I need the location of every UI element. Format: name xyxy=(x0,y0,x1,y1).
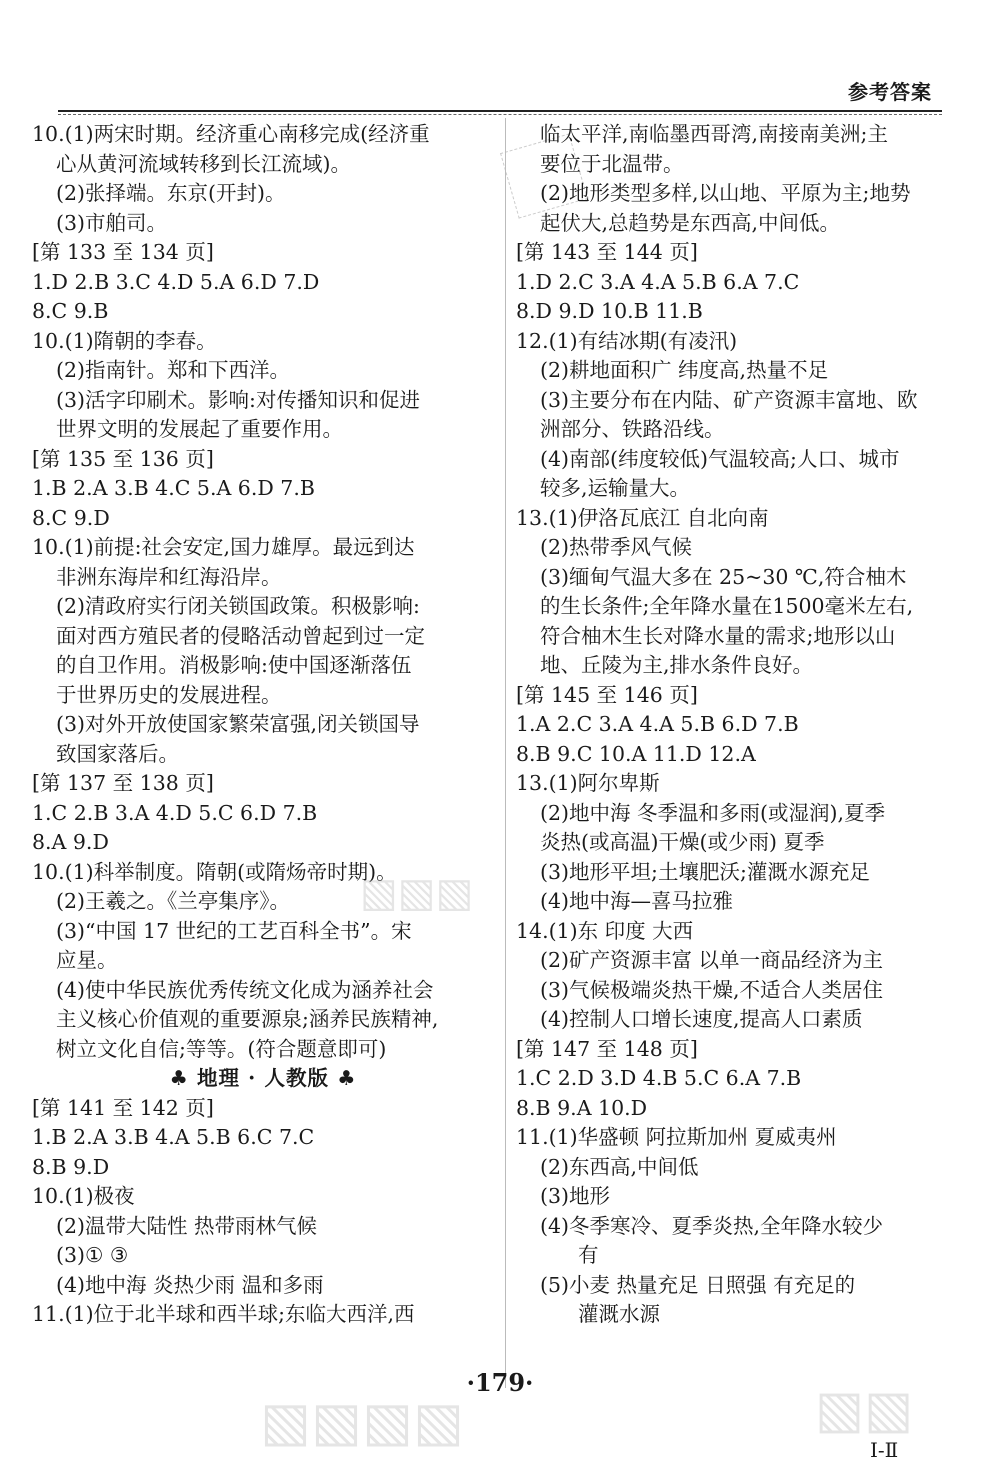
answer-line: 的生长条件;全年降水量在1500毫米左右, xyxy=(540,594,914,618)
answer-line: 13.(1)伊洛瓦底江 自北向南 xyxy=(516,505,769,530)
watermark-mid: ▧▧▧ xyxy=(360,870,474,916)
answer-line: 10.(1)隋朝的李春。 xyxy=(32,328,217,353)
answer-line: [第 133 至 134 页] xyxy=(32,240,214,264)
answer-line: 面对西方殖民者的侵略活动曾起到过一定 xyxy=(56,623,425,648)
page-header xyxy=(58,70,942,110)
answer-line: 符合柚木生长对降水量的需求;地形以山 xyxy=(540,623,896,648)
answer-line: 主义核心价值观的重要源泉;涵养民族精神, xyxy=(56,1007,439,1031)
answer-line: [第 141 至 142 页] xyxy=(32,1095,214,1120)
header-title: 参考答案 xyxy=(848,80,932,104)
answer-line: 10.(1)两宋时期。经济重心南移完成(经济重 xyxy=(32,122,430,146)
answer-line: 14.(1)东 印度 大西 xyxy=(516,918,694,943)
answer-line: 1.D 2.C 3.A 4.A 5.B 6.A 7.C xyxy=(516,269,800,294)
footer-mark: Ⅰ-Ⅱ xyxy=(870,1438,899,1462)
answer-line: 11.(1)华盛顿 阿拉斯加州 夏威夷州 xyxy=(516,1125,837,1149)
answer-line: (4)控制人口增长速度,提高人口素质 xyxy=(540,1007,863,1031)
answer-line: (2)地中海 冬季温和多雨(或湿润),夏季 xyxy=(540,800,886,825)
answer-line: 8.B 9.C 10.A 11.D 12.A xyxy=(516,741,756,766)
answer-line: [第 147 至 148 页] xyxy=(516,1036,698,1061)
answer-line: 于世界历史的发展进程。 xyxy=(56,682,282,707)
answer-line: 灌溉水源 xyxy=(578,1302,660,1326)
answer-line: (5)小麦 热量充足 日照强 有充足的 xyxy=(540,1272,856,1297)
answer-line: (2)热带季风气候 xyxy=(540,535,693,559)
answer-line: 10.(1)科举制度。隋朝(或隋炀帝时期)。 xyxy=(32,859,397,884)
answer-line: 10.(1)极夜 xyxy=(32,1184,135,1208)
answer-line: 有 xyxy=(578,1243,599,1267)
page-number: ·179· xyxy=(466,1368,534,1397)
answer-line: (2)矿产资源丰富 以单一商品经济为主 xyxy=(540,948,884,972)
answer-line: (3)① ③ xyxy=(56,1243,129,1267)
answer-line: [第 135 至 136 页] xyxy=(32,446,214,471)
answer-line: (3)市舶司。 xyxy=(56,210,168,235)
answer-line: 1.C 2.B 3.A 4.D 5.C 6.D 7.B xyxy=(32,800,318,825)
answer-line: (2)王羲之。《兰亭集序》。 xyxy=(56,889,291,913)
answer-line: (3)主要分布在内陆、矿产资源丰富地、欧 xyxy=(540,387,918,412)
answer-line: (4)地中海—喜马拉雅 xyxy=(540,889,734,913)
answer-line: [第 143 至 144 页] xyxy=(516,240,698,264)
answer-line: (3)缅甸气温大多在 25~30 ℃,符合柚木 xyxy=(540,564,907,589)
answer-line: 13.(1)阿尔卑斯 xyxy=(516,771,660,795)
answer-line: 炎热(或高温)干燥(或少雨) 夏季 xyxy=(540,830,825,854)
answer-line: (4)地中海 炎热少雨 温和多雨 xyxy=(56,1272,324,1297)
answer-line: [第 137 至 138 页] xyxy=(32,771,214,795)
answer-line: (4)使中华民族优秀传统文化成为涵养社会 xyxy=(56,977,434,1002)
answer-line: 1.C 2.D 3.D 4.B 5.C 6.A 7.B xyxy=(516,1066,802,1090)
answer-line: 较多,运输量大。 xyxy=(540,476,691,500)
answer-line: (3)对外开放使国家繁荣富强,闭关锁国导 xyxy=(56,712,420,736)
answer-line: (2)地形类型多样,以山地、平原为主;地势 xyxy=(540,181,911,205)
answer-line: 树立文化自信;等等。(符合题意即可) xyxy=(56,1036,387,1061)
answer-line: 世界文明的发展起了重要作用。 xyxy=(56,417,343,441)
left-column xyxy=(32,120,494,1330)
answer-line: (4)冬季寒冷、夏季炎热,全年降水较少 xyxy=(540,1213,884,1238)
header-rule-dashed xyxy=(58,114,942,115)
answer-line: 10.(1)前提:社会安定,国力雄厚。最远到达 xyxy=(32,535,415,559)
answer-line: 要位于北温带。 xyxy=(540,151,684,176)
right-column xyxy=(516,120,968,1330)
answer-line: (2)耕地面积广 纬度高,热量不足 xyxy=(540,358,829,382)
column-divider xyxy=(505,118,506,1388)
watermark-right: ▧▧ xyxy=(815,1380,914,1440)
answer-line: 12.(1)有结冰期(有凌汛) xyxy=(516,328,738,353)
answer-line: 1.B 2.A 3.B 4.A 5.B 6.C 7.C xyxy=(32,1125,315,1149)
answer-line: 的自卫作用。消极影响:使中国逐渐落伍 xyxy=(56,653,412,677)
answer-line: (2)张择端。东京(开封)。 xyxy=(56,181,286,205)
answer-line: 8.A 9.D xyxy=(32,830,109,854)
answer-line: 洲部分、铁路沿线。 xyxy=(540,417,725,441)
answer-line: 1.D 2.B 3.C 4.D 5.A 6.D 7.D xyxy=(32,269,320,294)
answer-line: 11.(1)位于北半球和西半球;东临大西洋,西 xyxy=(32,1302,415,1326)
answer-line: 8.D 9.D 10.B 11.B xyxy=(516,299,703,323)
watermark-left: ▧▧▧▧ xyxy=(260,1390,465,1453)
answer-line: (2)清政府实行闭关锁国政策。积极影响: xyxy=(56,594,420,618)
answer-line: 应星。 xyxy=(56,948,118,972)
answer-line: 心从黄河流域转移到长江流域)。 xyxy=(56,151,351,176)
section-heading: ♣ 地理 · 人教版 ♣ xyxy=(169,1066,357,1090)
answer-line: (4)南部(纬度较低)气温较高;人口、城市 xyxy=(540,446,900,471)
answer-line: (3)“中国 17 世纪的工艺百科全书”。宋 xyxy=(56,918,412,943)
answer-line: (3)地形平坦;土壤肥沃;灌溉水源充足 xyxy=(540,859,870,884)
answer-line: 致国家落后。 xyxy=(56,741,179,766)
answer-line: (3)气候极端炎热干燥,不适合人类居住 xyxy=(540,977,884,1002)
answer-line: (3)地形 xyxy=(540,1184,611,1208)
answer-line: [第 145 至 146 页] xyxy=(516,682,698,707)
answer-line: 8.C 9.D xyxy=(32,505,110,530)
answer-line: (2)指南针。郑和下西洋。 xyxy=(56,358,291,382)
answer-line: 地、丘陵为主,排水条件良好。 xyxy=(540,653,814,677)
answer-line: (3)活字印刷术。影响:对传播知识和促进 xyxy=(56,387,420,412)
header-rule xyxy=(58,110,942,112)
answer-line: 8.C 9.B xyxy=(32,299,109,323)
answer-line: (2)东西高,中间低 xyxy=(540,1154,699,1179)
answer-line: 8.B 9.A 10.D xyxy=(516,1095,648,1120)
answer-line: 临太平洋,南临墨西哥湾,南接南美洲;主 xyxy=(540,122,888,146)
answer-line: 非洲东海岸和红海沿岸。 xyxy=(56,564,282,589)
answer-line: 8.B 9.D xyxy=(32,1154,110,1179)
answer-line: (2)温带大陆性 热带雨林气候 xyxy=(56,1213,318,1238)
answer-line: 1.A 2.C 3.A 4.A 5.B 6.D 7.B xyxy=(516,712,799,736)
answer-line: 起伏大,总趋势是东西高,中间低。 xyxy=(540,210,841,235)
answer-line: 1.B 2.A 3.B 4.C 5.A 6.D 7.B xyxy=(32,476,315,500)
